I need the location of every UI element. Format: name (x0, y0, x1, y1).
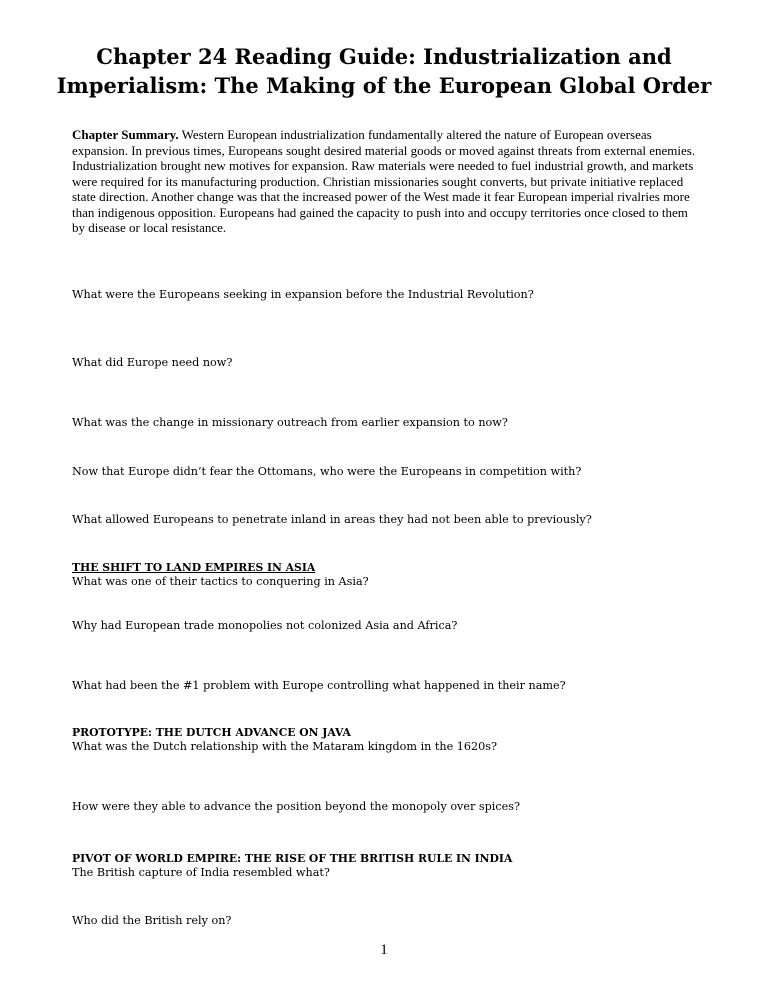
question-11: The British capture of India resembled what? (72, 866, 330, 879)
summary-lead: Chapter Summary. (72, 127, 179, 142)
question-7: Why had European trade monopolies not colonized Asia and Africa? (72, 619, 458, 632)
question-10: How were they able to advance the position beyond the monopoly over spices? (72, 800, 521, 813)
question-8: What had been the #1 problem with Europe controlling what happened in their name? (72, 679, 566, 692)
section-heading-british-india: PIVOT OF WORLD EMPIRE: THE RISE OF THE BRITISH RULE IN INDIA (72, 852, 513, 865)
page-number: 1 (380, 942, 388, 958)
title-line-2: Imperialism: The Making of the European Global Order (56, 73, 712, 98)
question-1: What were the Europeans seeking in expansion before the Industrial Revolution? (72, 288, 534, 301)
chapter-summary (72, 127, 700, 236)
question-4: Now that Europe didn’t fear the Ottomans, who were the Europeans in competition with? (72, 465, 582, 478)
page-title (40, 42, 728, 100)
question-3: What was the change in missionary outreach from earlier expansion to now? (72, 416, 508, 429)
question-6: What was one of their tactics to conquering in Asia? (72, 575, 369, 588)
question-5: What allowed Europeans to penetrate inland in areas they had not been able to previously? (72, 513, 592, 526)
section-heading-land-empires: THE SHIFT TO LAND EMPIRES IN ASIA (72, 561, 316, 574)
summary-body: Western European industrialization fundamentally altered the nature of European overseas expansion. In previous times, Europeans sought desired material goods or moved against threats from external enemies. Industrialization brought new motives for expansion. Raw materials were needed to fuel industrial growth, and markets were required for its manufacturing production. Christian missionaries sought converts, but private initiative replaced state direction. Another change was that the increased power of the West made it fear European imperial rivalries more than indigenous opposition. Europeans had gained the capacity to push into and occupy territories once closed to them by disease or local resistance. (72, 127, 696, 235)
section-heading-dutch-java: PROTOTYPE: THE DUTCH ADVANCE ON JAVA (72, 726, 351, 739)
question-12: Who did the British rely on? (72, 914, 232, 927)
title-line-1: Chapter 24 Reading Guide: Industrialization and (96, 44, 672, 69)
question-9: What was the Dutch relationship with the Mataram kingdom in the 1620s? (72, 740, 497, 753)
question-2: What did Europe need now? (72, 356, 233, 369)
